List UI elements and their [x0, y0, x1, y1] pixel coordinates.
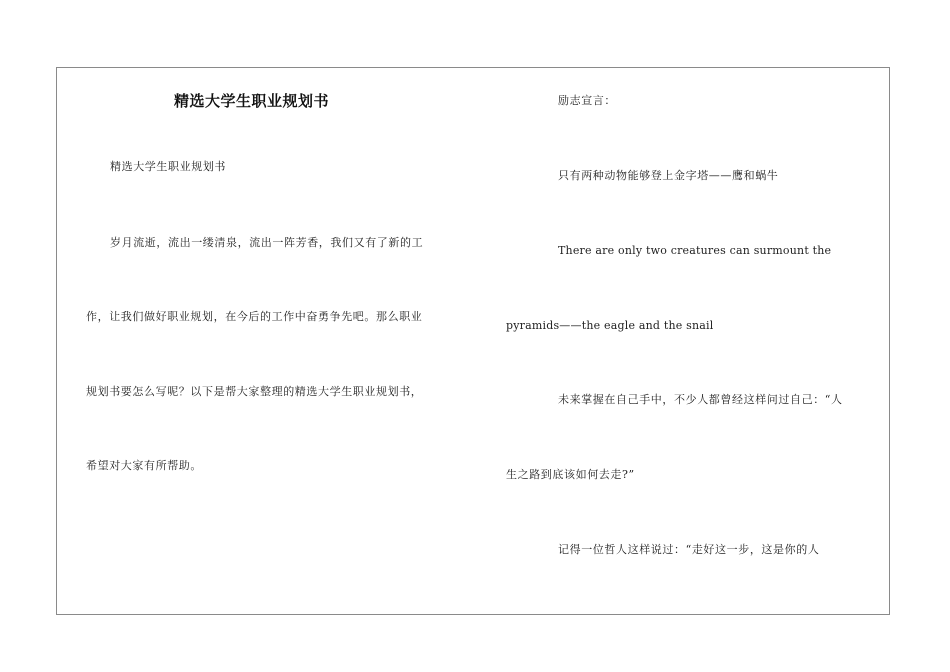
right-para3-line-1: 记得一位哲人这样说过：“走好这一步，这是你的人: [558, 543, 820, 556]
right-heading: 励志宣言：: [558, 94, 616, 107]
right-line-en-1: There are only two creatures can surmount the: [558, 244, 832, 257]
right-line-en-2: pyramids——the eagle and the snail: [506, 319, 714, 332]
left-para-line-2: 作，让我们做好职业规划，在今后的工作中奋勇争先吧。那么职业: [86, 310, 423, 323]
left-para-line-1: 岁月流逝，流出一缕清泉，流出一阵芳香，我们又有了新的工: [110, 236, 424, 249]
document-title: 精选大学生职业规划书: [174, 92, 330, 110]
left-para-line-3: 规划书要怎么写呢？以下是帮大家整理的精选大学生职业规划书，: [86, 385, 423, 398]
right-para2-line-2: 生之路到底该如何去走?”: [506, 468, 635, 481]
document-frame: [56, 67, 890, 615]
left-subtitle: 精选大学生职业规划书: [110, 160, 226, 173]
right-line-cn: 只有两种动物能够登上金字塔——鹰和蜗牛: [558, 169, 779, 182]
right-para2-line-1: 未来掌握在自己手中，不少人都曾经这样问过自己：“人: [558, 393, 843, 406]
left-para-line-4: 希望对大家有所帮助。: [86, 459, 202, 472]
